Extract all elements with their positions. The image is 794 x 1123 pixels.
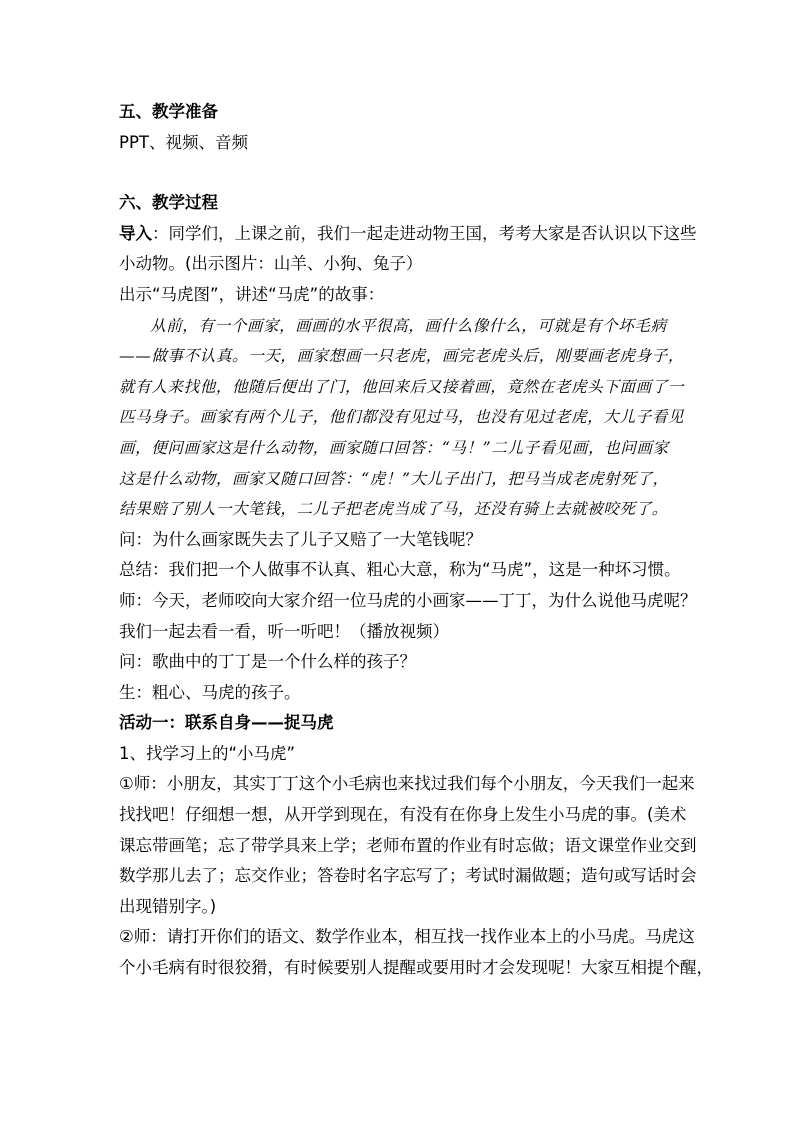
document-content xyxy=(119,97,713,984)
question-line: 问：为什么画家既失去了儿子又赔了一大笔钱呢？ xyxy=(119,529,482,549)
story-line: ——做事不认真。一天，画家想画一只老虎，画完老虎头后，刚要画老虎身子， xyxy=(119,347,685,366)
story-line: 从前，有一个画家，画画的水平很高，画什么像什么，可就是有个坏毛病 xyxy=(150,316,667,335)
story-line: 这是什么动物，画家又随口回答：“虎！”大儿子出门，把马当成老虎射死了， xyxy=(119,469,669,488)
show-picture-line: 出示“马虎图”，讲述“马虎”的故事： xyxy=(119,284,385,304)
section-heading-preparation: 五、教学准备 xyxy=(119,102,218,121)
paragraph-line: ②师：请打开你们的语文、数学作业本，相互找一找作业本上的小马虎。马虎这 xyxy=(119,927,695,947)
paragraph-line: 数学那儿去了；忘交作业；答卷时名字忘写了；考试时漏做题；造句或写话时会 xyxy=(119,866,697,886)
story-line: 结果赔了别人一大笔钱，二儿子把老虎当成了马，还没有骑上去就被咬死了。 xyxy=(119,500,668,519)
intro-line-1 xyxy=(119,219,697,250)
summary-line: 总结：我们把一个人做事不认真、粗心大意，称为“马虎”，这是一种坏习惯。 xyxy=(119,560,681,580)
activity-paragraph-1 xyxy=(119,769,697,922)
teacher-line-1: 师：今天，老师咬向大家介绍一位马虎的小画家——丁丁，为什么说他马虎呢？ xyxy=(119,590,697,610)
section-heading-process: 六、教学过程 xyxy=(119,193,218,213)
paragraph-line: 课忘带画笔；忘了带学具来上学；老师布置的作业有时忘做；语文课堂作业交到 xyxy=(119,835,697,855)
activity-paragraph-2 xyxy=(119,922,713,983)
intro-line-2: 小动物。(出示图片：山羊、小狗、兔子） xyxy=(119,254,423,274)
teacher-line-2: 我们一起去看一看，听一听吧！（播放视频） xyxy=(119,621,449,641)
paragraph-line: ①师：小朋友，其实丁丁这个小毛病也来找过我们每个小朋友，今天我们一起来 xyxy=(119,774,695,794)
story-line: 就有人来找他，他随后便出了门，他回来后又接着画，竟然在老虎头下面画了一 xyxy=(119,377,685,396)
question-line-2: 问：歌曲中的丁丁是一个什么样的孩子？ xyxy=(119,652,416,672)
story-line: 画，便问画家这是什么动物，画家随口回答：“马！”二儿子看见画，也问画家 xyxy=(119,438,669,457)
answer-line: 生：粗心、马虎的孩子。 xyxy=(119,682,301,702)
paragraph-line: 找找吧！仔细想一想，从开学到现在，有没有在你身上发生小马虎的事。(美术 xyxy=(119,805,687,825)
step-title: 1、找学习上的“小马虎” xyxy=(119,743,296,763)
activity-heading: 活动一：联系自身——捉马虎 xyxy=(119,713,334,733)
story-block xyxy=(119,311,685,525)
paragraph-line: 个小毛病有时很狡猾，有时候要别人提醒或要用时才会发现呢！大家互相提个醒， xyxy=(119,958,713,978)
paragraph-gap xyxy=(119,158,679,188)
story-line: 匹马身子。画家有两个儿子，他们都没有见过马，也没有见过老虎，大儿子看见 xyxy=(119,408,685,427)
paragraph-line: 出现错别字。) xyxy=(119,896,217,916)
intro-label: 导入 xyxy=(119,223,152,243)
preparation-materials: PPT、视频、音频 xyxy=(119,132,248,152)
intro-text: ：同学们，上课之前，我们一起走进动物王国，考考大家是否认识以下这些 xyxy=(152,223,697,243)
